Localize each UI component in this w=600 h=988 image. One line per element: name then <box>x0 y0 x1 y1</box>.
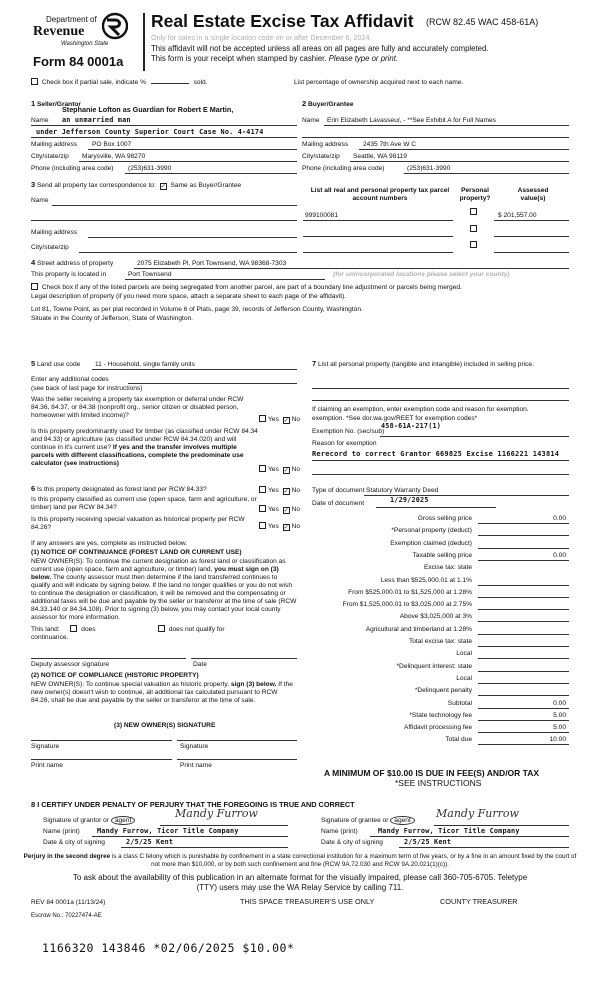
exemption-intro: If claiming an exemption, enter exemption code and reason for exemption. <box>312 406 529 413</box>
tax-row-line <box>478 695 569 696</box>
corr-city-label: City/state/zip <box>31 244 69 251</box>
new-owner-signature-heading: (3) NEW OWNER(S) SIGNATURE <box>114 722 216 729</box>
property-location-hint: (for unincorporated locations please select your county) <box>333 271 510 278</box>
continuance-label: continuance. <box>31 634 69 641</box>
property-num: 4 <box>31 258 36 267</box>
escrow-number: Escrow No.: 70227474-AE <box>31 913 102 919</box>
yes-label: Yes <box>268 416 279 423</box>
tax-row-label: *Personal property (deduct) <box>391 527 472 535</box>
same-as-buyer-label: Same as Buyer/Grantee <box>170 182 242 189</box>
property-street-value[interactable]: 2075 Elizabeth Pl, Port Townsend, WA 98368-7303 <box>137 260 287 267</box>
partial-sale-sold: sold. <box>193 79 208 86</box>
tax-row-label: Affidavit processing fee <box>403 724 472 732</box>
no-label: No <box>291 487 301 494</box>
tax-row-label: Local <box>456 650 472 658</box>
land-use-label: Land use code <box>37 361 81 368</box>
notice-compliance-heading: (2) NOTICE OF COMPLIANCE (HISTORIC PROPERTY) <box>31 672 199 679</box>
additional-codes-label: Enter any additional codes <box>31 376 109 383</box>
reason-label: Reason for exemption <box>312 440 377 447</box>
tax-row-value[interactable]: 0.00 <box>553 551 566 559</box>
perjury-bold: Perjury in the second degree <box>23 853 111 860</box>
grantor-signature-label: Signature of grantor or <box>43 817 109 824</box>
forest-q2: Is this property classified as current use (open space, farm and agriculture, or timber) land per RCW 84.34? <box>31 496 257 511</box>
tax-row-label: Total due <box>445 736 472 744</box>
tax-row-line <box>478 671 569 672</box>
ownership-note: List percentage of ownership acquired next to each name. <box>294 79 464 86</box>
tax-row-line <box>478 646 569 647</box>
seller-mailing-label: Mailing address <box>31 141 78 148</box>
corr-name-label: Name <box>31 197 49 204</box>
notice-continuance-text-b: The county assessor must then determine if the land transferred continues to qualify and will indicate by signing below. If the land no longer qualifies or you do not wish to continue the designation or classification, it will be removed and the compensating or additional taxes will be due and payable by the seller or transferor at the time of sale (RCW 84.33.140 or 84.34.108). Prior to signing (3) below, you may contact your local county assessor for more information. <box>31 574 297 622</box>
property-street-label: Street address of property <box>37 260 114 267</box>
tax-row-line <box>478 634 569 635</box>
exemption-yes-checkbox[interactable] <box>259 415 266 422</box>
tax-row-line <box>478 744 569 745</box>
tax-row-line <box>478 683 569 684</box>
rev-number: REV 84 0001a (11/13/24) <box>31 899 106 906</box>
timber-yes-checkbox[interactable] <box>259 465 266 472</box>
additional-codes-note: (see back of last page for instructions) <box>31 385 143 392</box>
forest-q3: Is this property receiving special valuation as historical property per RCW 84.26? <box>31 516 245 531</box>
logo-dept-line1: Department of <box>46 15 97 24</box>
tax-row-value[interactable]: 0.00 <box>553 515 566 522</box>
legal-description-line2: Situate in the County of Jefferson, State of Washington. <box>31 315 194 322</box>
buyer-city-value[interactable]: Seattle, WA 98119 <box>353 153 407 160</box>
grantor-agent-circle: agent <box>111 816 136 825</box>
forest-q1 <box>31 484 259 494</box>
buyer-num: 2 <box>302 99 307 108</box>
buyer-name-label: Name <box>302 117 320 124</box>
owner-signature-label-2: Signature <box>180 743 209 750</box>
grantee-signature-row <box>321 817 415 825</box>
tax-row-line <box>478 585 569 586</box>
personal-property-heading <box>312 359 570 369</box>
seller-phone-label: Phone (including area code) <box>31 165 114 172</box>
tax-row-line <box>478 535 569 536</box>
seller-heading-text: Seller/Grantor <box>37 101 81 108</box>
legal-description-line1: Lot 81, Towne Point, as per plat recorded in Volume 6 of Plats, page 39, records of Jefferson County, Washington. <box>31 306 363 313</box>
parcels-col-numbers: List all real and personal property tax parcel account numbers <box>310 187 450 202</box>
partial-sale-row <box>31 77 208 87</box>
notice-compliance-text-a: NEW OWNER(S): To continue special valuation as historic property, <box>31 681 230 688</box>
tax-row-label: Agricultural and timberland at 1.28% <box>365 625 472 633</box>
notice-receipt-plain: This form is your receipt when stamped by cashier. <box>151 54 327 63</box>
logo-dept-line3: Washington State <box>61 41 109 47</box>
tax-row-label: Subtotal <box>447 699 472 707</box>
reason-value[interactable]: Rerecord to correct Grantor 669825 Excise 1166221 143814 <box>312 450 560 458</box>
land-does-not-label: does not qualify for <box>168 626 225 633</box>
yes-label: Yes <box>268 466 279 473</box>
yes-label: Yes <box>268 523 279 530</box>
notice-continuance-heading: (1) NOTICE OF CONTINUANCE (FOREST LAND OR CURRENT USE) <box>31 549 242 556</box>
assessed-value-1[interactable]: $ 201,557.00 <box>498 212 537 219</box>
tax-row-label: *Delinquent interest: state <box>396 662 472 670</box>
grantor-signature-row <box>43 817 135 825</box>
no-label: No <box>291 506 301 513</box>
buyer-phone-label: Phone (including area code) <box>302 165 385 172</box>
yes-label: Yes <box>268 487 279 494</box>
seller-city-value[interactable]: Marysville, WA 98270 <box>82 153 146 160</box>
tax-row-value[interactable]: 5.00 <box>553 711 566 719</box>
doc-date-label: Date of document <box>312 500 365 507</box>
buyer-heading <box>302 99 353 109</box>
tax-row-label: Excise tax: state <box>423 564 472 572</box>
tax-row-label: Above $3,025,000 at 3% <box>399 613 472 621</box>
property-location-value[interactable]: Port Townsend <box>128 271 172 278</box>
certify-heading-text: I CERTIFY UNDER PENALTY OF PERJURY THAT THE FOREGOING IS TRUE AND CORRECT <box>37 800 355 809</box>
tax-row-line <box>478 523 569 524</box>
legal-description-label: Legal description of property (if you need more space, attach a separate sheet to each page of the affidavit). <box>31 293 347 300</box>
personal-property-checkbox-3[interactable] <box>470 241 477 248</box>
parcels-col-assessed: Assessed value(s) <box>517 187 549 202</box>
notice-continuance-text <box>31 558 297 622</box>
exemption-yes-no <box>259 415 300 424</box>
seller-name-line2: an unmarried man <box>62 116 131 124</box>
buyer-name-value[interactable]: Erin Elizabeth Lavasseur, - **See Exhibit A for Full Names <box>327 117 496 124</box>
timber-question-bold: If yes and the transfer involves multiple parcels with different classifications, complete the predominate use calculator (see instructions) <box>31 443 244 467</box>
partial-percent-input[interactable] <box>151 77 189 84</box>
historic-no-checkbox[interactable]: ✓ <box>283 525 289 531</box>
tax-row-label: From $1,525,000.01 to $3,025,000 at 2.75% <box>342 601 472 609</box>
does-not-row <box>158 625 225 634</box>
partial-sale-checkbox[interactable] <box>31 78 38 85</box>
treasurer-space: THIS SPACE TREASURER'S USE ONLY <box>240 897 375 906</box>
see-instructions: *SEE INSTRUCTIONS <box>395 778 482 788</box>
buyer-mailing-label: Mailing address <box>302 141 349 148</box>
yes-label: Yes <box>268 506 279 513</box>
accessibility-line1: To ask about the availability of this publication in an alternate format for the visually impaired, please call 360-705-6705. Teletype <box>72 873 528 882</box>
property-location-label: This property is located in <box>31 271 107 278</box>
timber-question-plain: Is this property predominantly used for timber (as classified under RCW 84.34 and 84.33) or agriculture (as classified under RCW 84.34.020) and will continue in it's current use? <box>31 428 258 451</box>
grantee-date-value[interactable]: 2/5/25 Kent <box>404 838 452 846</box>
forest-q3-yes-no <box>259 522 300 531</box>
segregated-checkbox[interactable] <box>31 283 38 290</box>
buyer-phone-value[interactable]: (253)631-3990 <box>407 165 451 172</box>
wa-logo-icon <box>102 12 128 40</box>
notice-continuance-text-a: NEW OWNER(S): To continue the current designation as forest land or classification as current use (open space, farm and agriculture, or timber) land, <box>31 558 286 574</box>
tax-row-line <box>478 560 569 561</box>
no-label: No <box>291 466 301 473</box>
tax-row-label: Taxable selling price <box>412 551 472 559</box>
seller-name-label: Name <box>31 117 49 124</box>
tax-row-line <box>478 609 569 610</box>
property-street-row <box>31 258 113 268</box>
tax-row-value[interactable]: 10.00 <box>549 736 566 744</box>
correspondence-heading <box>31 180 241 190</box>
tax-row-value[interactable]: 0.00 <box>553 699 566 707</box>
land-use-num: 5 <box>31 359 36 368</box>
buyer-city-label: City/state/zip <box>302 153 340 160</box>
parcel-number-1[interactable]: 999100081 <box>305 212 339 219</box>
tax-row-label: Local <box>456 674 472 682</box>
tax-row-line <box>478 658 569 659</box>
land-does-not-checkbox[interactable] <box>158 625 165 632</box>
land-does-checkbox[interactable] <box>70 625 77 632</box>
seller-phone-value[interactable]: (253)631-3990 <box>128 165 172 172</box>
minimum-due-notice: A MINIMUM OF $10.00 IS DUE IN FEE(S) AND/OR TAX <box>324 768 540 778</box>
segregated-row <box>31 283 462 292</box>
subtitle-gray: Only for sales in a single location code on or after December 6, 2024. <box>151 33 372 42</box>
tax-row-value[interactable]: 5.00 <box>553 724 566 732</box>
form-number: Form 84 0001a <box>33 54 124 69</box>
land-use-row <box>31 359 80 369</box>
partial-sale-label: Check box if partial sale, indicate % <box>41 79 146 86</box>
exemption-no-label: Exemption No. (sec/sub) <box>312 428 385 435</box>
buyer-mailing-value[interactable]: 2435 7th Ave W C <box>363 141 417 148</box>
logo-dept-line2: Revenue <box>33 24 85 39</box>
grantee-name-label: Name (print) <box>321 828 358 835</box>
land-use-value[interactable]: 11 - Household, single family units <box>95 361 195 368</box>
notice-continuance-bold: you must sign on (3) below. <box>31 566 279 582</box>
seller-name-line3: under Jefferson County Superior Court Case No. 4-4174 <box>36 128 264 136</box>
personal-property-num: 7 <box>312 359 317 368</box>
tax-row-label: Less than $525,000.01 at 1.1% <box>380 576 472 584</box>
tax-row-line <box>478 708 569 709</box>
tax-row-line <box>478 597 569 598</box>
notice-compliance-text <box>31 681 297 705</box>
perjury-notice <box>22 853 578 869</box>
seller-mailing-value[interactable]: PO Box 1007 <box>92 141 132 148</box>
timber-yes-no <box>259 465 300 474</box>
tax-row-label: Gross selling price <box>417 515 472 522</box>
grantee-name-value[interactable]: Mandy Furrow, Ticor Title Company <box>378 827 520 835</box>
personal-property-label: List all personal property (tangible and intangible) included in selling price. <box>318 361 534 368</box>
grantor-date-label: Date & city of signing <box>43 839 105 846</box>
correspondence-label: Send all property tax correspondence to: <box>37 182 156 189</box>
tax-row-label: Exemption claimed (deduct) <box>390 539 472 547</box>
accessibility-line2: (TTY) users may use the WA Relay Service by calling 711. <box>196 883 404 892</box>
segregated-label: Check box if any of the listed parcels are being segregated from another parcel, are part of a boundary line adjustment or parcels being merged. <box>41 284 462 291</box>
certify-num: 8 <box>31 800 36 809</box>
exemption-question: Was the seller receiving a property tax exemption or deferral under RCW 84.36, 84.37, or 84.38 (nonprofit org., senior citizen or disabled person, homeowner with limited income)? <box>31 396 244 419</box>
forest-instruction: If any answers are yes, complete as instructed below. <box>31 540 188 547</box>
buyer-heading-text: Buyer/Grantee <box>308 101 354 108</box>
current-use-yes-checkbox[interactable] <box>259 505 266 512</box>
land-does-label: does <box>81 626 96 633</box>
personal-property-checkbox-1[interactable] <box>470 208 477 215</box>
doc-type-label: Type of document <box>312 487 365 494</box>
doc-date-value[interactable]: 1/29/2025 <box>390 496 429 504</box>
forest-yes-checkbox[interactable] <box>259 486 266 493</box>
seller-city-label: City/state/zip <box>31 153 69 160</box>
grantee-date-label: Date & city of signing <box>321 839 383 846</box>
correspondence-num: 3 <box>31 180 36 189</box>
timber-question <box>31 428 259 468</box>
tax-row-line <box>478 732 569 733</box>
form-title-rcw: (RCW 82.45 WAC 458-61A) <box>426 17 539 27</box>
owner-print-label-1: Print name <box>31 762 63 769</box>
owner-signature-label-1: Signature <box>31 743 60 750</box>
treasurer-stamp: 1166320 143846 *02/06/2025 $10.00* <box>42 941 295 955</box>
exemption-link-row: exemption. *See dor.wa.gov/REET for exemption codes* <box>312 415 478 422</box>
grantor-name-value[interactable]: Mandy Furrow, Ticor Title Company <box>97 827 239 835</box>
notice-accept: This affidavit will not be accepted unless all areas on all pages are fully and accurately completed. <box>151 44 489 53</box>
exemption-link[interactable]: *See dor.wa.gov/REET for exemption codes* <box>346 415 478 422</box>
deputy-signature-label: Deputy assessor signature <box>31 661 110 668</box>
exemption-no-value[interactable]: 458-61A-217(1) <box>381 422 442 430</box>
form-title: Real Estate Excise Tax Affidavit <box>151 11 414 31</box>
corr-mailing-label: Mailing address <box>31 229 78 236</box>
seller-name-line1: Stephanie Lofton as Guardian for Robert E Martin, <box>62 105 234 114</box>
deputy-date-label: Date <box>193 661 207 668</box>
tax-row-label: *State technology fee <box>409 711 472 719</box>
header-divider <box>143 13 145 71</box>
no-label: No <box>291 416 301 423</box>
notice-compliance-text-b: If the new owner(s) doesn't wish to continue, all additional tax calculated pursuant to RCW 84.26, shall be due and payable by the seller or transferor at the time of sale. <box>31 681 293 705</box>
forest-q2-yes-no <box>259 505 300 514</box>
perjury-text: is a class C felony which is punishable by confinement in a state correctional institution for a maximum term of five years, or by a fine in an amount fixed by the court of not more than $10,000, or by both such confinement and fine (RCW 9A.72.030 and RCW 9A.20.021(1)(c)). <box>111 853 577 869</box>
tax-row-label: From $525,000.01 to $1,525,000 at 1.28% <box>348 588 472 596</box>
grantee-signature[interactable]: Mandy Furrow <box>436 807 519 820</box>
same-as-buyer-checkbox[interactable]: ✓ <box>160 184 166 190</box>
tax-row-line <box>478 548 569 549</box>
notice-compliance-bold: sign (3) below. <box>230 681 277 688</box>
doc-type-value[interactable]: Statutory Warranty Deed <box>366 487 439 494</box>
grantor-name-label: Name (print) <box>43 828 80 835</box>
no-label: No <box>291 523 301 530</box>
owner-print-label-2: Print name <box>180 762 212 769</box>
current-use-no-checkbox[interactable]: ✓ <box>283 508 289 514</box>
seller-num: 1 <box>31 99 36 108</box>
notice-receipt-italic: Please type or print. <box>328 54 399 63</box>
exemption-no-checkbox[interactable]: ✓ <box>283 418 289 424</box>
forest-q1-yes-no <box>259 486 300 495</box>
tax-row-line <box>478 621 569 622</box>
forest-no-checkbox[interactable]: ✓ <box>283 489 289 495</box>
notice-receipt <box>151 54 398 63</box>
tax-row-label: *Delinquent penalty <box>414 687 472 695</box>
forest-num: 6 <box>31 484 36 493</box>
this-land-label: This land: <box>31 626 60 633</box>
this-land-row <box>31 625 96 634</box>
forest-q1-text: Is this property designated as forest land per RCW 84.33? <box>37 486 207 493</box>
timber-no-checkbox[interactable]: ✓ <box>283 468 289 474</box>
grantor-date-value[interactable]: 2/5/25 Kent <box>126 838 174 846</box>
historic-yes-checkbox[interactable] <box>259 522 266 529</box>
grantor-signature[interactable]: Mandy Furrow <box>175 807 258 820</box>
grantee-agent-circle: agent <box>390 816 415 825</box>
grantee-signature-label: Signature of grantee or <box>321 817 389 824</box>
tax-row-label: Total excise tax: state <box>408 638 472 645</box>
personal-property-checkbox-2[interactable] <box>470 225 477 232</box>
county-treasurer: COUNTY TREASURER <box>440 897 518 906</box>
parcels-col-personal: Personal property? <box>459 187 491 202</box>
tax-row-line <box>478 720 569 721</box>
